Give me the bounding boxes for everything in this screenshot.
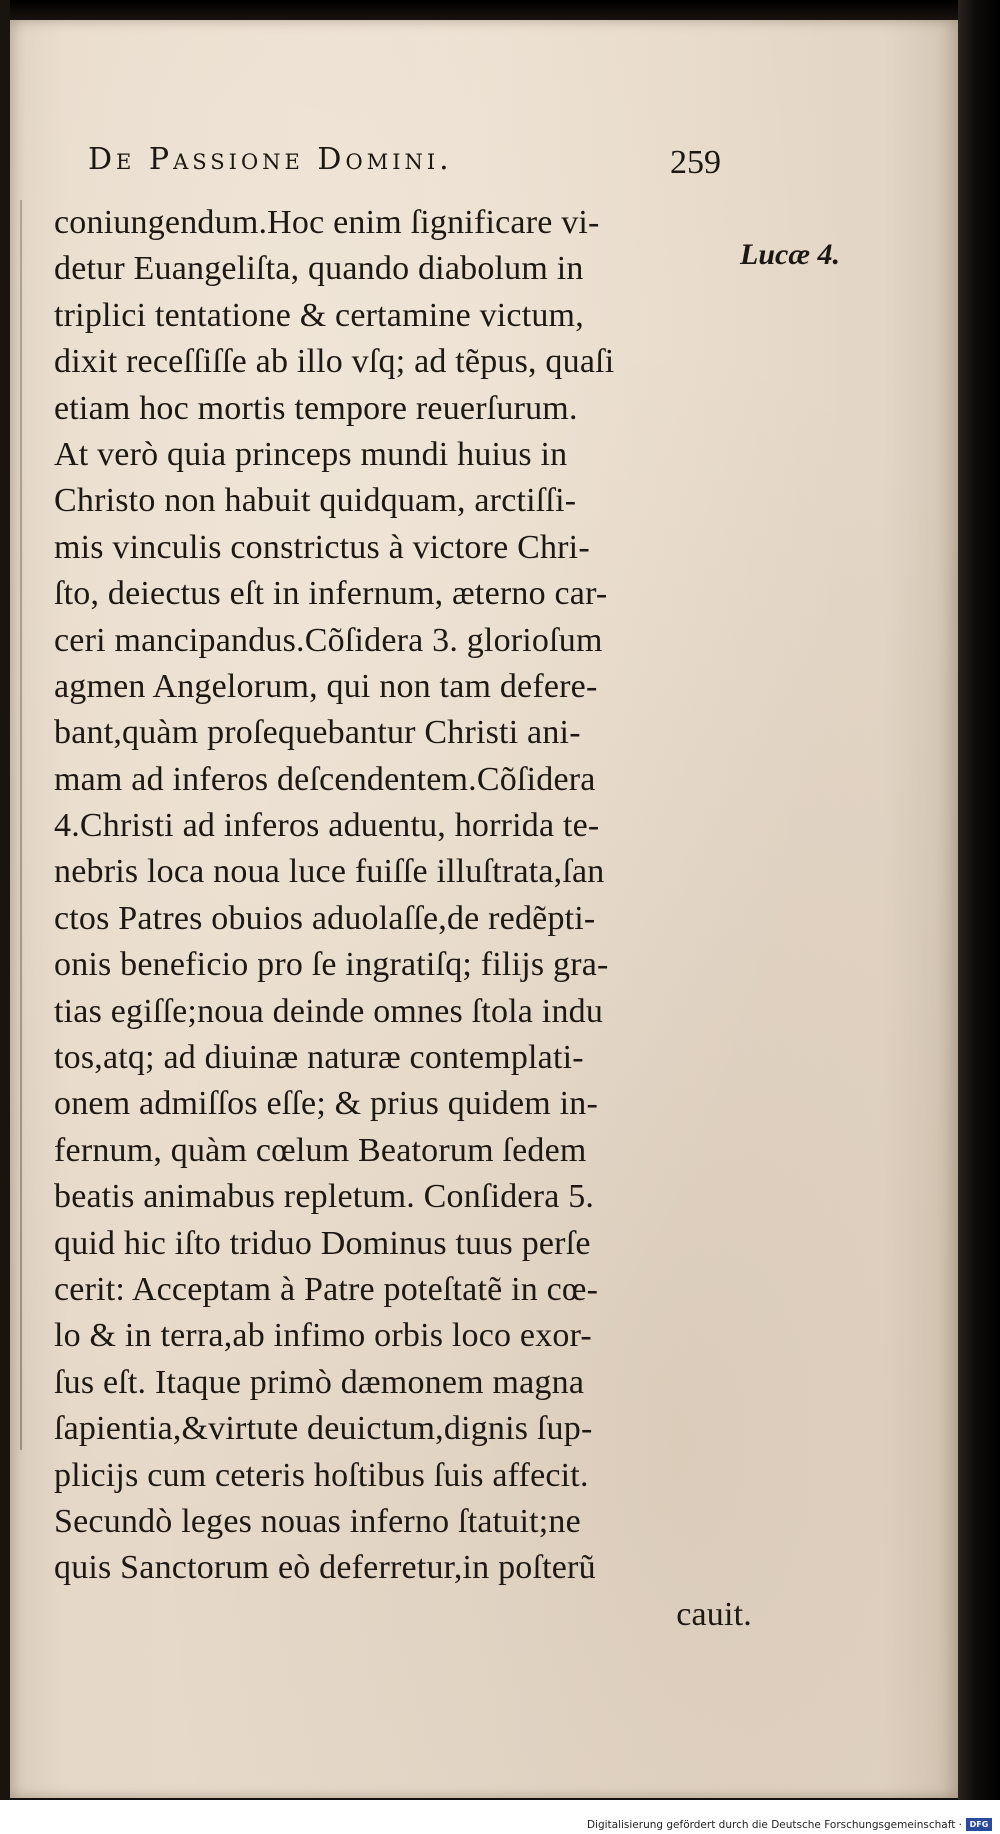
text-line: lo & in terra,ab infimo orbis loco exor- [54,1317,592,1355]
text-line: At verò quia princeps mundi huius in [54,435,568,473]
scan-frame-right [958,0,1000,1800]
text-line: bant,quàm proſequebantur Christi ani- [54,714,581,752]
text-line: plicijs cum ceteris hoſtibus ſuis affecit. [54,1456,589,1494]
text-line: quis Sanctorum eò deferretur,in poſterũ [54,1549,596,1587]
page-gutter-shadow [20,200,22,1450]
text-line: nebris loca noua luce fuiſſe illuſtrata,ſan [54,853,605,891]
text-line: mis vinculis constrictus à victore Chri- [54,528,590,566]
text-line: ctos Patres obuios aduolaſſe,de redẽpti- [54,899,596,937]
text-line: detur Euangeliſta, quando diabolum in [54,250,584,288]
page-number: 259 [670,144,721,181]
text-line: triplici tentatione & certamine victum, [54,296,584,334]
text-line: agmen Angelorum, qui non tam defere- [54,667,598,705]
text-line: quid hic iſto triduo Dominus tuus perſe [54,1224,591,1262]
text-line: tos,atq; ad diuinæ naturæ contemplati- [54,1039,584,1077]
text-line: etiam hoc mortis tempore reuerſurum. [54,389,578,427]
text-line: ſus eſt. Itaque primò dæmonem magna [54,1363,585,1401]
book-page [10,20,958,1798]
text-line: 4.Christi ad inferos aduentu, horrida te- [54,807,600,845]
margin-note: Lucæ 4. [740,238,840,271]
text-line: onis beneficio pro ſe ingratiſq; filijs gra- [54,946,609,984]
dfg-logo: DFG [966,1818,992,1831]
digitization-credit: Digitalisierung gefördert durch die Deutsche Forschungsgemeinschaft · [586,1819,962,1831]
text-line: ceri mancipandus.Cõſidera 3. glorioſum [54,621,603,659]
text-line: tias egiſſe;noua deinde omnes ſtola indu [54,992,604,1030]
text-line: ſto, deiectus eſt in infernum, æterno car- [54,575,608,613]
text-line: cerit: Acceptam à Patre poteſtatẽ in cœ- [54,1270,599,1308]
text-line: ſapientia,&virtute deuictum,dignis ſup- [54,1410,593,1448]
scan-frame-left [0,0,10,1800]
text-line: Secundò leges nouas inferno ſtatuit;ne [54,1502,581,1540]
text-line: mam ad inferos deſcendentem.Cõſidera [54,760,596,798]
catchword: cauit. [676,1595,752,1633]
text-line: fernum, quàm cœlum Beatorum ſedem [54,1131,587,1169]
running-head: De Passione Domini. [88,142,453,177]
text-line: onem admiſſos eſſe; & prius quidem in- [54,1085,598,1123]
scan-frame-top [0,0,1000,22]
text-line: beatis animabus repletum. Conſidera 5. [54,1178,595,1216]
text-line: dixit receſſiſſe ab illo vſq; ad tẽpus, quaſi [54,343,615,381]
body-text [54,200,754,1638]
text-line: coniungendum.Hoc enim ſignificare vi- [54,204,600,241]
text-line: Christo non habuit quidquam, arctiſſi- [54,482,577,520]
